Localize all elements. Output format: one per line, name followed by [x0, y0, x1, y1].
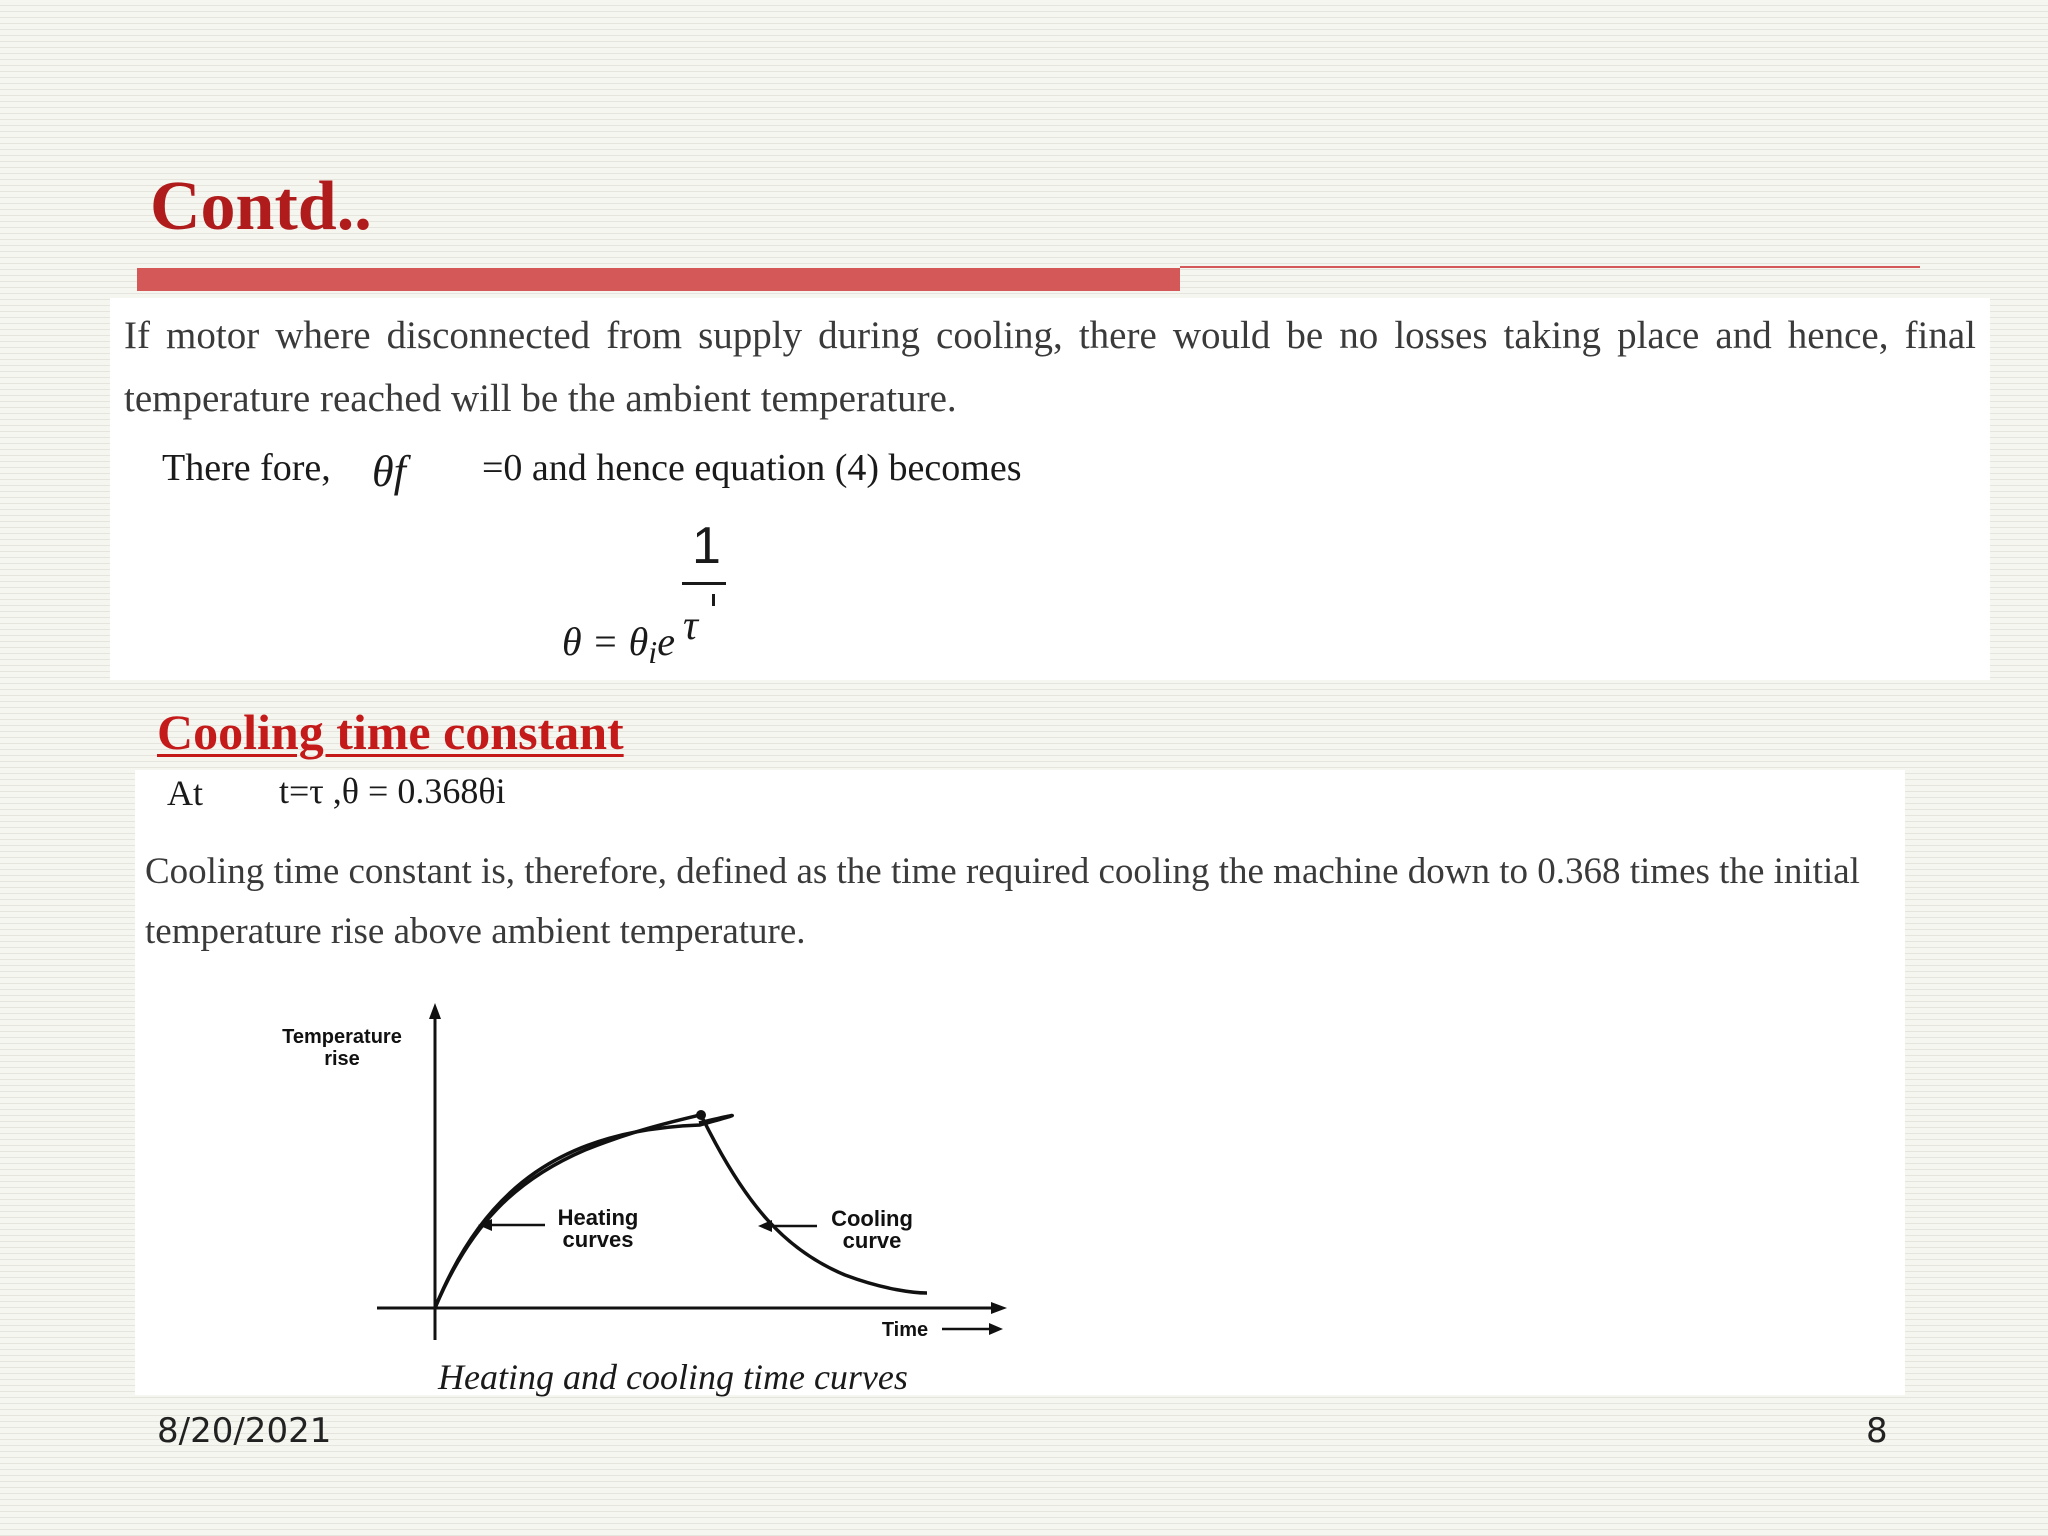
- footer-date: 8/20/2021: [157, 1411, 332, 1451]
- y-axis-label-line2: rise: [324, 1048, 360, 1070]
- x-axis-label: Time: [881, 1319, 929, 1341]
- heating-label-line2: curves: [562, 1227, 634, 1252]
- equation-fraction-tick: [712, 594, 715, 606]
- cooling-pointer-arrow: [758, 1220, 772, 1232]
- heating-label-line1: Heating: [557, 1205, 639, 1230]
- paragraph-cooling-definition: Cooling time constant is, therefore, defined as the time required cooling the machine down to 0.368 times the initial temperature rise above ambient temperature.: [145, 851, 1860, 952]
- title-accent-bar: [137, 268, 1180, 291]
- cooling-label-line1: Cooling: [831, 1206, 913, 1231]
- y-axis-label-line1: Temperature: [282, 1026, 402, 1048]
- equation-base: e: [657, 619, 675, 664]
- theta-f-symbol: θf: [372, 447, 406, 496]
- cooling-curve: [701, 1115, 927, 1293]
- section-heading: Cooling time constant: [157, 704, 624, 760]
- equation-fraction-line: [682, 582, 726, 585]
- equation-becomes-text: =0 and hence equation (4) becomes: [482, 447, 1022, 489]
- slide-title: Contd..: [150, 168, 372, 245]
- top-content-panel: [110, 298, 1990, 680]
- equation-numerator: 1: [692, 517, 721, 575]
- title-accent-line: [1180, 266, 1920, 268]
- cooling-equation: [562, 618, 675, 670]
- figure-caption: Heating and cooling time curves: [438, 1357, 908, 1397]
- therefore-text: There fore,: [162, 447, 331, 489]
- heating-cooling-figure: [245, 995, 1025, 1355]
- paragraph-motor-disconnected: If motor where disconnected from supply during cooling, there would be no losses taking place and hence, final temperature reached will be the ambient temperature.: [124, 314, 1976, 420]
- equation-subscript: i: [648, 634, 658, 670]
- equation-lhs: θ = θ: [562, 619, 649, 664]
- time-pointer-arrow: [989, 1323, 1003, 1335]
- equation-exponent-tau: τ: [683, 603, 699, 649]
- page-number: 8: [1866, 1411, 1888, 1451]
- x-axis-arrow: [991, 1302, 1007, 1314]
- y-axis-arrow: [429, 1003, 441, 1019]
- at-expression: t=τ ,θ = 0.368θi: [279, 771, 506, 811]
- cooling-label-line2: curve: [842, 1228, 902, 1253]
- at-label: At: [167, 773, 203, 813]
